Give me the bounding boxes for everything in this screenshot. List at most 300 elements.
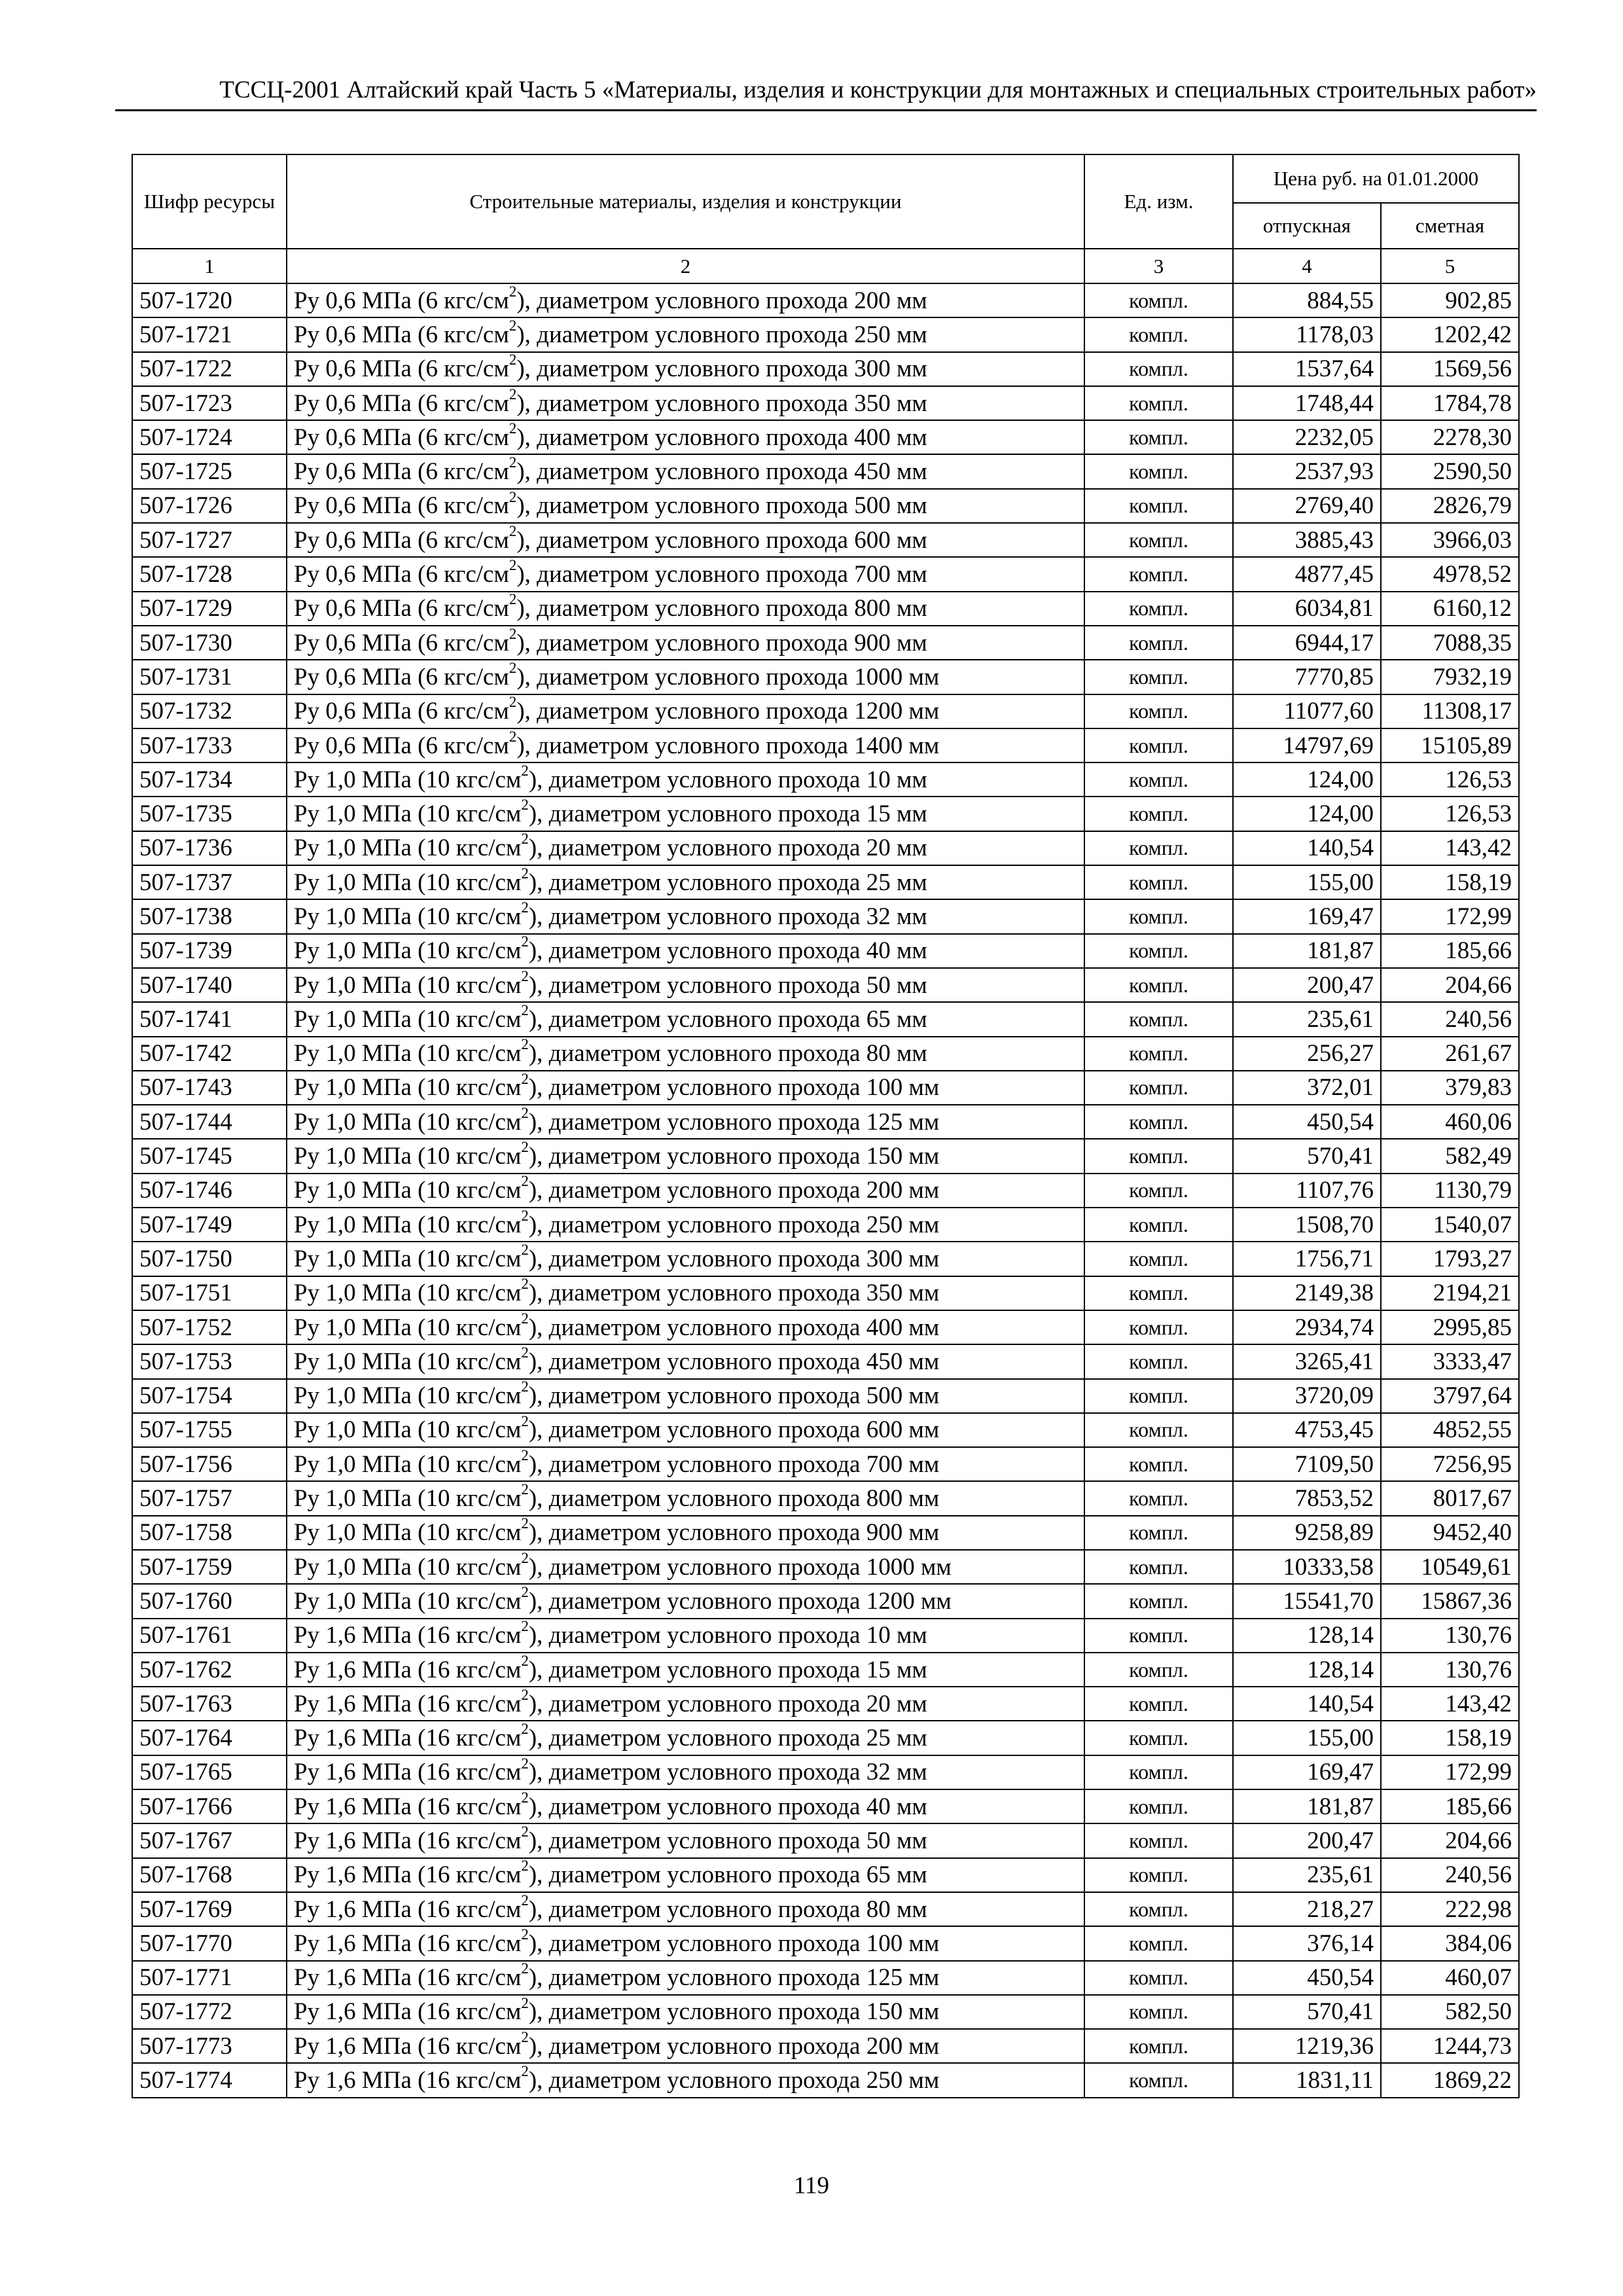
unit-of-measure: компл. xyxy=(1084,899,1233,933)
release-price: 2934,74 xyxy=(1233,1310,1381,1344)
estimate-price: 240,56 xyxy=(1381,1858,1519,1892)
material-name: Ру 0,6 МПа (6 кгс/$см^2$), диаметром условного прохода 1400 мм xyxy=(287,728,1084,762)
table-row xyxy=(132,1071,1519,1105)
material-name: Ру 1,0 МПа (10 кгс/$см^2$), диаметром условного прохода 80 мм xyxy=(287,1037,1084,1071)
release-price: 2769,40 xyxy=(1233,489,1381,523)
release-price: 140,54 xyxy=(1233,831,1381,865)
estimate-price: 1869,22 xyxy=(1381,2063,1519,2097)
estimate-price: 222,98 xyxy=(1381,1892,1519,1926)
unit-of-measure: компл. xyxy=(1084,1174,1233,1208)
estimate-price: 4852,55 xyxy=(1381,1413,1519,1447)
table-row xyxy=(132,831,1519,865)
unit-of-measure: компл. xyxy=(1084,1584,1233,1618)
unit-of-measure: компл. xyxy=(1084,1789,1233,1823)
release-price: 169,47 xyxy=(1233,1755,1381,1789)
material-name: Ру 1,0 МПа (10 кгс/$см^2$), диаметром условного прохода 700 мм xyxy=(287,1447,1084,1481)
table-row xyxy=(132,1208,1519,1242)
release-price: 10333,58 xyxy=(1233,1550,1381,1584)
release-price: 200,47 xyxy=(1233,1823,1381,1857)
estimate-price: 126,53 xyxy=(1381,762,1519,797)
unit-of-measure: компл. xyxy=(1084,352,1233,386)
material-name: Ру 0,6 МПа (6 кгс/$см^2$), диаметром условного прохода 200 мм xyxy=(287,283,1084,317)
release-price: 1831,11 xyxy=(1233,2063,1381,2097)
material-name: Ру 1,0 МПа (10 кгс/$см^2$), диаметром условного прохода 65 мм xyxy=(287,1002,1084,1036)
resource-code: 507-1774 xyxy=(132,2063,287,2097)
unit-of-measure: компл. xyxy=(1084,420,1233,454)
release-price: 181,87 xyxy=(1233,934,1381,968)
header-unit: Ед. изм. xyxy=(1084,154,1233,249)
estimate-price: 9452,40 xyxy=(1381,1516,1519,1550)
table-row xyxy=(132,283,1519,317)
unit-of-measure: компл. xyxy=(1084,557,1233,591)
estimate-price: 2278,30 xyxy=(1381,420,1519,454)
unit-of-measure: компл. xyxy=(1084,1995,1233,2029)
material-name: Ру 0,6 МПа (6 кгс/$см^2$), диаметром условного прохода 350 мм xyxy=(287,386,1084,420)
material-name: Ру 0,6 МПа (6 кгс/$см^2$), диаметром условного прохода 1000 мм xyxy=(287,660,1084,694)
material-name: Ру 1,6 МПа (16 кгс/$см^2$), диаметром условного прохода 32 мм xyxy=(287,1755,1084,1789)
table-row xyxy=(132,1995,1519,2029)
material-name: Ру 1,0 МПа (10 кгс/$см^2$), диаметром условного прохода 1000 мм xyxy=(287,1550,1084,1584)
resource-code: 507-1738 xyxy=(132,899,287,933)
unit-of-measure: компл. xyxy=(1084,489,1233,523)
release-price: 9258,89 xyxy=(1233,1516,1381,1550)
release-price: 128,14 xyxy=(1233,1619,1381,1653)
material-name: Ру 1,0 МПа (10 кгс/$см^2$), диаметром условного прохода 250 мм xyxy=(287,1208,1084,1242)
unit-of-measure: компл. xyxy=(1084,1619,1233,1653)
unit-of-measure: компл. xyxy=(1084,1892,1233,1926)
resource-code: 507-1728 xyxy=(132,557,287,591)
release-price: 1508,70 xyxy=(1233,1208,1381,1242)
resource-code: 507-1764 xyxy=(132,1721,287,1755)
material-name: Ру 1,0 МПа (10 кгс/$см^2$), диаметром условного прохода 400 мм xyxy=(287,1310,1084,1344)
table-row xyxy=(132,728,1519,762)
resource-code: 507-1773 xyxy=(132,2029,287,2063)
material-name: Ру 1,6 МПа (16 кгс/$см^2$), диаметром условного прохода 150 мм xyxy=(287,1995,1084,2029)
unit-of-measure: компл. xyxy=(1084,1721,1233,1755)
table-row xyxy=(132,557,1519,591)
resource-code: 507-1743 xyxy=(132,1071,287,1105)
estimate-price: 1130,79 xyxy=(1381,1174,1519,1208)
estimate-price: 15105,89 xyxy=(1381,728,1519,762)
estimate-price: 126,53 xyxy=(1381,797,1519,831)
header-code: Шифр ресурсы xyxy=(132,154,287,249)
unit-of-measure: компл. xyxy=(1084,1516,1233,1550)
table-row xyxy=(132,1550,1519,1584)
table-row xyxy=(132,626,1519,660)
material-name: Ру 1,0 МПа (10 кгс/$см^2$), диаметром условного прохода 1200 мм xyxy=(287,1584,1084,1618)
resource-code: 507-1745 xyxy=(132,1139,287,1173)
estimate-price: 1540,07 xyxy=(1381,1208,1519,1242)
estimate-price: 1793,27 xyxy=(1381,1242,1519,1276)
estimate-price: 3797,64 xyxy=(1381,1379,1519,1413)
table-row xyxy=(132,1002,1519,1036)
resource-code: 507-1723 xyxy=(132,386,287,420)
table-row xyxy=(132,1755,1519,1789)
estimate-price: 1569,56 xyxy=(1381,352,1519,386)
material-name: Ру 1,6 МПа (16 кгс/$см^2$), диаметром условного прохода 25 мм xyxy=(287,1721,1084,1755)
material-name: Ру 1,0 МПа (10 кгс/$см^2$), диаметром условного прохода 10 мм xyxy=(287,762,1084,797)
estimate-price: 8017,67 xyxy=(1381,1481,1519,1515)
resource-code: 507-1725 xyxy=(132,454,287,488)
estimate-price: 143,42 xyxy=(1381,831,1519,865)
table-row xyxy=(132,865,1519,899)
resource-code: 507-1746 xyxy=(132,1174,287,1208)
estimate-price: 204,66 xyxy=(1381,1823,1519,1857)
unit-of-measure: компл. xyxy=(1084,934,1233,968)
estimate-price: 2194,21 xyxy=(1381,1276,1519,1310)
table-row xyxy=(132,1961,1519,1995)
estimate-price: 582,49 xyxy=(1381,1139,1519,1173)
release-price: 570,41 xyxy=(1233,1995,1381,2029)
material-name: Ру 1,6 МПа (16 кгс/$см^2$), диаметром условного прохода 40 мм xyxy=(287,1789,1084,1823)
material-name: Ру 1,6 МПа (16 кгс/$см^2$), диаметром условного прохода 15 мм xyxy=(287,1653,1084,1687)
table-row xyxy=(132,1516,1519,1550)
release-price: 6944,17 xyxy=(1233,626,1381,660)
estimate-price: 204,66 xyxy=(1381,968,1519,1002)
material-name: Ру 0,6 МПа (6 кгс/$см^2$), диаметром условного прохода 400 мм xyxy=(287,420,1084,454)
resource-code: 507-1733 xyxy=(132,728,287,762)
estimate-price: 11308,17 xyxy=(1381,694,1519,728)
resource-code: 507-1749 xyxy=(132,1208,287,1242)
material-name: Ру 1,0 МПа (10 кгс/$см^2$), диаметром условного прохода 600 мм xyxy=(287,1413,1084,1447)
resource-code: 507-1771 xyxy=(132,1961,287,1995)
unit-of-measure: компл. xyxy=(1084,1105,1233,1139)
estimate-price: 6160,12 xyxy=(1381,592,1519,626)
resource-code: 507-1755 xyxy=(132,1413,287,1447)
release-price: 181,87 xyxy=(1233,1789,1381,1823)
unit-of-measure: компл. xyxy=(1084,1653,1233,1687)
unit-of-measure: компл. xyxy=(1084,1037,1233,1071)
material-name: Ру 1,0 МПа (10 кгс/$см^2$), диаметром условного прохода 32 мм xyxy=(287,899,1084,933)
table-row xyxy=(132,1481,1519,1515)
estimate-price: 143,42 xyxy=(1381,1687,1519,1721)
resource-code: 507-1721 xyxy=(132,317,287,351)
estimate-price: 158,19 xyxy=(1381,865,1519,899)
resource-code: 507-1752 xyxy=(132,1310,287,1344)
material-name: Ру 1,0 МПа (10 кгс/$см^2$), диаметром условного прохода 20 мм xyxy=(287,831,1084,865)
release-price: 7770,85 xyxy=(1233,660,1381,694)
resource-code: 507-1770 xyxy=(132,1926,287,1960)
unit-of-measure: компл. xyxy=(1084,523,1233,557)
unit-of-measure: компл. xyxy=(1084,865,1233,899)
column-number: 4 xyxy=(1233,249,1381,283)
table-row xyxy=(132,1823,1519,1857)
unit-of-measure: компл. xyxy=(1084,660,1233,694)
unit-of-measure: компл. xyxy=(1084,1413,1233,1447)
table-row xyxy=(132,1721,1519,1755)
release-price: 155,00 xyxy=(1233,865,1381,899)
table-row xyxy=(132,934,1519,968)
release-price: 3720,09 xyxy=(1233,1379,1381,1413)
release-price: 235,61 xyxy=(1233,1002,1381,1036)
release-price: 7853,52 xyxy=(1233,1481,1381,1515)
release-price: 4753,45 xyxy=(1233,1413,1381,1447)
unit-of-measure: компл. xyxy=(1084,1961,1233,1995)
table-row xyxy=(132,454,1519,488)
release-price: 200,47 xyxy=(1233,968,1381,1002)
material-name: Ру 1,0 МПа (10 кгс/$см^2$), диаметром условного прохода 40 мм xyxy=(287,934,1084,968)
table-row xyxy=(132,1174,1519,1208)
resource-code: 507-1772 xyxy=(132,1995,287,2029)
material-name: Ру 1,0 МПа (10 кгс/$см^2$), диаметром условного прохода 500 мм xyxy=(287,1379,1084,1413)
estimate-price: 7256,95 xyxy=(1381,1447,1519,1481)
estimate-price: 158,19 xyxy=(1381,1721,1519,1755)
table-row xyxy=(132,1447,1519,1481)
resource-code: 507-1754 xyxy=(132,1379,287,1413)
resource-code: 507-1759 xyxy=(132,1550,287,1584)
material-name: Ру 1,0 МПа (10 кгс/$см^2$), диаметром условного прохода 100 мм xyxy=(287,1071,1084,1105)
release-price: 1756,71 xyxy=(1233,1242,1381,1276)
estimate-price: 172,99 xyxy=(1381,1755,1519,1789)
header-name: Строительные материалы, изделия и конструкции xyxy=(287,154,1084,249)
unit-of-measure: компл. xyxy=(1084,626,1233,660)
release-price: 2149,38 xyxy=(1233,1276,1381,1310)
resource-code: 507-1766 xyxy=(132,1789,287,1823)
release-price: 124,00 xyxy=(1233,762,1381,797)
table-row xyxy=(132,1310,1519,1344)
material-name: Ру 0,6 МПа (6 кгс/$см^2$), диаметром условного прохода 300 мм xyxy=(287,352,1084,386)
estimate-price: 240,56 xyxy=(1381,1002,1519,1036)
material-name: Ру 0,6 МПа (6 кгс/$см^2$), диаметром условного прохода 800 мм xyxy=(287,592,1084,626)
table-row xyxy=(132,1892,1519,1926)
table-row xyxy=(132,694,1519,728)
unit-of-measure: компл. xyxy=(1084,1379,1233,1413)
estimate-price: 172,99 xyxy=(1381,899,1519,933)
estimate-price: 15867,36 xyxy=(1381,1584,1519,1618)
table-row xyxy=(132,1139,1519,1173)
release-price: 14797,69 xyxy=(1233,728,1381,762)
resource-code: 507-1739 xyxy=(132,934,287,968)
estimate-price: 185,66 xyxy=(1381,1789,1519,1823)
resource-code: 507-1769 xyxy=(132,1892,287,1926)
release-price: 4877,45 xyxy=(1233,557,1381,591)
estimate-price: 460,07 xyxy=(1381,1961,1519,1995)
unit-of-measure: компл. xyxy=(1084,386,1233,420)
estimate-price: 2826,79 xyxy=(1381,489,1519,523)
release-price: 1107,76 xyxy=(1233,1174,1381,1208)
unit-of-measure: компл. xyxy=(1084,2029,1233,2063)
resource-code: 507-1735 xyxy=(132,797,287,831)
unit-of-measure: компл. xyxy=(1084,797,1233,831)
estimate-price: 460,06 xyxy=(1381,1105,1519,1139)
unit-of-measure: компл. xyxy=(1084,592,1233,626)
release-price: 3265,41 xyxy=(1233,1344,1381,1378)
estimate-price: 582,50 xyxy=(1381,1995,1519,2029)
table-row xyxy=(132,762,1519,797)
resource-code: 507-1729 xyxy=(132,592,287,626)
estimate-price: 130,76 xyxy=(1381,1653,1519,1687)
material-name: Ру 1,0 МПа (10 кгс/$см^2$), диаметром условного прохода 900 мм xyxy=(287,1516,1084,1550)
resource-code: 507-1763 xyxy=(132,1687,287,1721)
release-price: 376,14 xyxy=(1233,1926,1381,1960)
material-name: Ру 1,0 МПа (10 кгс/$см^2$), диаметром условного прохода 800 мм xyxy=(287,1481,1084,1515)
table-row xyxy=(132,660,1519,694)
unit-of-measure: компл. xyxy=(1084,1071,1233,1105)
resource-code: 507-1767 xyxy=(132,1823,287,1857)
resource-code: 507-1765 xyxy=(132,1755,287,1789)
table-row xyxy=(132,592,1519,626)
material-name: Ру 1,0 МПа (10 кгс/$см^2$), диаметром условного прохода 125 мм xyxy=(287,1105,1084,1139)
material-name: Ру 1,0 МПа (10 кгс/$см^2$), диаметром условного прохода 15 мм xyxy=(287,797,1084,831)
column-number: 3 xyxy=(1084,249,1233,283)
estimate-price: 384,06 xyxy=(1381,1926,1519,1960)
resource-code: 507-1727 xyxy=(132,523,287,557)
resource-code: 507-1742 xyxy=(132,1037,287,1071)
table-row xyxy=(132,1619,1519,1653)
material-name: Ру 0,6 МПа (6 кгс/$см^2$), диаметром условного прохода 250 мм xyxy=(287,317,1084,351)
release-price: 3885,43 xyxy=(1233,523,1381,557)
unit-of-measure: компл. xyxy=(1084,831,1233,865)
estimate-price: 7932,19 xyxy=(1381,660,1519,694)
resource-code: 507-1750 xyxy=(132,1242,287,1276)
resource-code: 507-1732 xyxy=(132,694,287,728)
page-header xyxy=(115,62,1537,111)
unit-of-measure: компл. xyxy=(1084,762,1233,797)
header-price-estimate: сметная xyxy=(1381,203,1519,249)
material-name: Ру 0,6 МПа (6 кгс/$см^2$), диаметром условного прохода 1200 мм xyxy=(287,694,1084,728)
price-table xyxy=(132,154,1520,2098)
unit-of-measure: компл. xyxy=(1084,1139,1233,1173)
unit-of-measure: компл. xyxy=(1084,1242,1233,1276)
unit-of-measure: компл. xyxy=(1084,1823,1233,1857)
unit-of-measure: компл. xyxy=(1084,694,1233,728)
material-name: Ру 1,6 МПа (16 кгс/$см^2$), диаметром условного прохода 250 мм xyxy=(287,2063,1084,2097)
release-price: 11077,60 xyxy=(1233,694,1381,728)
table-row xyxy=(132,1242,1519,1276)
release-price: 570,41 xyxy=(1233,1139,1381,1173)
unit-of-measure: компл. xyxy=(1084,1481,1233,1515)
estimate-price: 130,76 xyxy=(1381,1619,1519,1653)
estimate-price: 1244,73 xyxy=(1381,2029,1519,2063)
unit-of-measure: компл. xyxy=(1084,1276,1233,1310)
table-row xyxy=(132,1687,1519,1721)
material-name: Ру 0,6 МПа (6 кгс/$см^2$), диаметром условного прохода 700 мм xyxy=(287,557,1084,591)
release-price: 372,01 xyxy=(1233,1071,1381,1105)
release-price: 15541,70 xyxy=(1233,1584,1381,1618)
material-name: Ру 0,6 МПа (6 кгс/$см^2$), диаметром условного прохода 900 мм xyxy=(287,626,1084,660)
resource-code: 507-1731 xyxy=(132,660,287,694)
column-number: 2 xyxy=(287,249,1084,283)
resource-code: 507-1768 xyxy=(132,1858,287,1892)
table-row xyxy=(132,2029,1519,2063)
material-name: Ру 0,6 МПа (6 кгс/$см^2$), диаметром условного прохода 500 мм xyxy=(287,489,1084,523)
material-name: Ру 1,6 МПа (16 кгс/$см^2$), диаметром условного прохода 65 мм xyxy=(287,1858,1084,1892)
material-name: Ру 1,0 МПа (10 кгс/$см^2$), диаметром условного прохода 450 мм xyxy=(287,1344,1084,1378)
table-row xyxy=(132,352,1519,386)
resource-code: 507-1741 xyxy=(132,1002,287,1036)
release-price: 218,27 xyxy=(1233,1892,1381,1926)
resource-code: 507-1753 xyxy=(132,1344,287,1378)
resource-code: 507-1762 xyxy=(132,1653,287,1687)
table-row xyxy=(132,797,1519,831)
release-price: 256,27 xyxy=(1233,1037,1381,1071)
resource-code: 507-1760 xyxy=(132,1584,287,1618)
material-name: Ру 1,0 МПа (10 кгс/$см^2$), диаметром условного прохода 350 мм xyxy=(287,1276,1084,1310)
resource-code: 507-1730 xyxy=(132,626,287,660)
resource-code: 507-1757 xyxy=(132,1481,287,1515)
resource-code: 507-1720 xyxy=(132,283,287,317)
material-name: Ру 1,6 МПа (16 кгс/$см^2$), диаметром условного прохода 125 мм xyxy=(287,1961,1084,1995)
unit-of-measure: компл. xyxy=(1084,1310,1233,1344)
resource-code: 507-1736 xyxy=(132,831,287,865)
unit-of-measure: компл. xyxy=(1084,1687,1233,1721)
resource-code: 507-1744 xyxy=(132,1105,287,1139)
estimate-price: 261,67 xyxy=(1381,1037,1519,1071)
release-price: 124,00 xyxy=(1233,797,1381,831)
release-price: 1748,44 xyxy=(1233,386,1381,420)
estimate-price: 1784,78 xyxy=(1381,386,1519,420)
column-number-row xyxy=(132,249,1519,283)
estimate-price: 4978,52 xyxy=(1381,557,1519,591)
unit-of-measure: компл. xyxy=(1084,317,1233,351)
table-row xyxy=(132,2063,1519,2097)
table-row xyxy=(132,899,1519,933)
resource-code: 507-1724 xyxy=(132,420,287,454)
table-row xyxy=(132,1344,1519,1378)
release-price: 1219,36 xyxy=(1233,2029,1381,2063)
material-name: Ру 1,6 МПа (16 кгс/$см^2$), диаметром условного прохода 50 мм xyxy=(287,1823,1084,1857)
table-row xyxy=(132,1379,1519,1413)
release-price: 2537,93 xyxy=(1233,454,1381,488)
table-row xyxy=(132,1789,1519,1823)
unit-of-measure: компл. xyxy=(1084,1447,1233,1481)
material-name: Ру 1,6 МПа (16 кгс/$см^2$), диаметром условного прохода 10 мм xyxy=(287,1619,1084,1653)
unit-of-measure: компл. xyxy=(1084,2063,1233,2097)
table-row xyxy=(132,386,1519,420)
resource-code: 507-1734 xyxy=(132,762,287,797)
release-price: 450,54 xyxy=(1233,1961,1381,1995)
estimate-price: 902,85 xyxy=(1381,283,1519,317)
release-price: 169,47 xyxy=(1233,899,1381,933)
unit-of-measure: компл. xyxy=(1084,1208,1233,1242)
release-price: 1537,64 xyxy=(1233,352,1381,386)
unit-of-measure: компл. xyxy=(1084,1550,1233,1584)
header-price-group: Цена руб. на 01.01.2000 xyxy=(1233,154,1519,203)
release-price: 155,00 xyxy=(1233,1721,1381,1755)
material-name: Ру 1,6 МПа (16 кгс/$см^2$), диаметром условного прохода 80 мм xyxy=(287,1892,1084,1926)
table-row xyxy=(132,523,1519,557)
resource-code: 507-1740 xyxy=(132,968,287,1002)
column-number: 5 xyxy=(1381,249,1519,283)
material-name: Ру 0,6 МПа (6 кгс/$см^2$), диаметром условного прохода 600 мм xyxy=(287,523,1084,557)
unit-of-measure: компл. xyxy=(1084,1858,1233,1892)
resource-code: 507-1761 xyxy=(132,1619,287,1653)
header-price-release: отпускная xyxy=(1233,203,1381,249)
estimate-price: 2995,85 xyxy=(1381,1310,1519,1344)
unit-of-measure: компл. xyxy=(1084,1926,1233,1960)
unit-of-measure: компл. xyxy=(1084,454,1233,488)
table-row xyxy=(132,1858,1519,1892)
header-title: ТССЦ-2001 Алтайский край Часть 5 «Материалы, изделия и конструкции для монтажных и специальных строительных работ» xyxy=(219,77,1537,103)
release-price: 235,61 xyxy=(1233,1858,1381,1892)
estimate-price: 7088,35 xyxy=(1381,626,1519,660)
estimate-price: 2590,50 xyxy=(1381,454,1519,488)
column-number: 1 xyxy=(132,249,287,283)
unit-of-measure: компл. xyxy=(1084,1344,1233,1378)
material-name: Ру 1,0 МПа (10 кгс/$см^2$), диаметром условного прохода 200 мм xyxy=(287,1174,1084,1208)
release-price: 140,54 xyxy=(1233,1687,1381,1721)
material-name: Ру 1,6 МПа (16 кгс/$см^2$), диаметром условного прохода 200 мм xyxy=(287,2029,1084,2063)
release-price: 7109,50 xyxy=(1233,1447,1381,1481)
release-price: 128,14 xyxy=(1233,1653,1381,1687)
material-name: Ру 1,0 МПа (10 кгс/$см^2$), диаметром условного прохода 150 мм xyxy=(287,1139,1084,1173)
resource-code: 507-1758 xyxy=(132,1516,287,1550)
release-price: 450,54 xyxy=(1233,1105,1381,1139)
release-price: 2232,05 xyxy=(1233,420,1381,454)
table-row xyxy=(132,1413,1519,1447)
page-number: 119 xyxy=(793,2172,830,2199)
release-price: 1178,03 xyxy=(1233,317,1381,351)
